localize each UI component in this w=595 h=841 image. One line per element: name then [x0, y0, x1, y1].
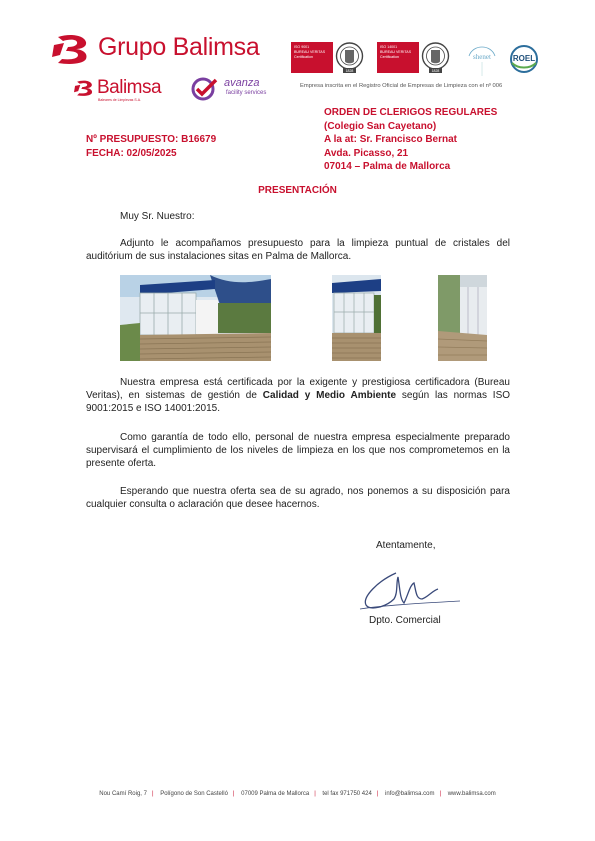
paragraph-3: Como garantía de todo ello, personal de nuestra empresa especialmente preparado supervisará el cumplimiento de los niveles de limpieza en los que nos comprometemos en la presente oferta.: [86, 432, 510, 469]
balimsa-sub-logo: [74, 77, 96, 99]
greeting: Muy Sr. Nuestro:: [120, 211, 195, 222]
svg-text:1828: 1828: [345, 69, 354, 73]
auditorium-photo-1: [120, 275, 271, 361]
iso-14001-badge: ISO 14001 BUREAU VERITAS Certification: [377, 42, 419, 73]
letter-title: PRESENTACIÓN: [258, 185, 337, 196]
quote-date: FECHA: 02/05/2025: [86, 147, 177, 159]
recipient-block: [324, 106, 497, 174]
footer-email[interactable]: info@balimsa.com: [385, 791, 435, 797]
svg-text:shenet: shenet: [473, 53, 491, 61]
auditorium-photo-3: [438, 275, 487, 361]
closing: Atentamente,: [376, 540, 436, 551]
quote-number: Nº PRESUPUESTO: B16679: [86, 134, 217, 145]
recipient-college: (Colegio San Cayetano): [324, 120, 437, 132]
footer-website[interactable]: www.balimsa.com: [447, 791, 496, 797]
footer-poligono: Polígono de Son Castelló: [160, 791, 228, 797]
paragraph-2: Nuestra empresa está certificada por la exigente y prestigiosa certificadora (Bureau Veritas), en sistemas de gestión de Calidad y Medio Ambiente según las normas ISO 9001:2015 e ISO 14001:2015.: [86, 377, 511, 414]
avanza-check-icon: [190, 77, 220, 101]
brand-tagline: Baleares de Limpiezas S.A.: [98, 98, 141, 102]
footer: Nou Camí Roig, 7 | Polígono de Son Castelló | 07009 Palma de Mallorca | tel fax 971750 424 | info@balimsa.com | www.balimsa.com: [99, 791, 496, 797]
recipient-address: Avda. Picasso, 21: [324, 147, 409, 159]
brand-name: Grupo Balimsa: [98, 33, 260, 61]
balimsa-b-icon: [52, 33, 94, 65]
signature: [356, 565, 464, 613]
recipient-attention: A la at: Sr. Francisco Bernat: [324, 134, 458, 145]
roel-logo: [506, 44, 542, 74]
department: Dpto. Comercial: [369, 615, 441, 626]
avanza-subtitle: facility services: [226, 90, 267, 96]
paragraph-4: Esperando que nuestra oferta sea de su agrado, nos ponemos a su disposición para cualquier consulta o aclaración que desee hacernos.: [86, 486, 510, 510]
auditorium-photo-2: [332, 275, 381, 361]
grupo-balimsa-logo: [52, 33, 94, 65]
bureau-veritas-seal-icon: [333, 40, 366, 76]
shenet-logo: [465, 42, 499, 78]
footer-city: 07009 Palma de Mallorca: [241, 791, 310, 797]
svg-text:ROEL: ROEL: [512, 54, 536, 63]
recipient-name: ORDEN DE CLERIGOS REGULARES: [324, 107, 498, 118]
paragraph-1: Adjunto le acompañamos presupuesto para la limpieza puntual de cristales del auditórium de sus instalaciones sitas en Palma de Mallorca.: [86, 238, 510, 262]
iso-9001-badge: ISO 9001 BUREAU VERITAS Certification: [291, 42, 333, 73]
quote-info: [86, 133, 216, 160]
svg-text:1828: 1828: [431, 69, 440, 73]
footer-phone: tel fax 971750 424: [322, 791, 372, 797]
quality-env-emphasis: Calidad y Medio Ambiente: [262, 390, 397, 401]
recipient-city: 07014 – Palma de Mallorca: [324, 161, 451, 172]
brand-sub-name: Balimsa: [97, 77, 162, 98]
avanza-logo-text: avanza: [224, 77, 260, 89]
balimsa-small-b-icon: [74, 77, 96, 99]
registro-notice: Empresa inscrita en el Registro Oficial de Empresas de Limpieza con el nº 006: [300, 83, 503, 89]
bureau-veritas-seal-icon: [419, 40, 452, 76]
footer-address: Nou Camí Roig, 7: [99, 791, 147, 797]
